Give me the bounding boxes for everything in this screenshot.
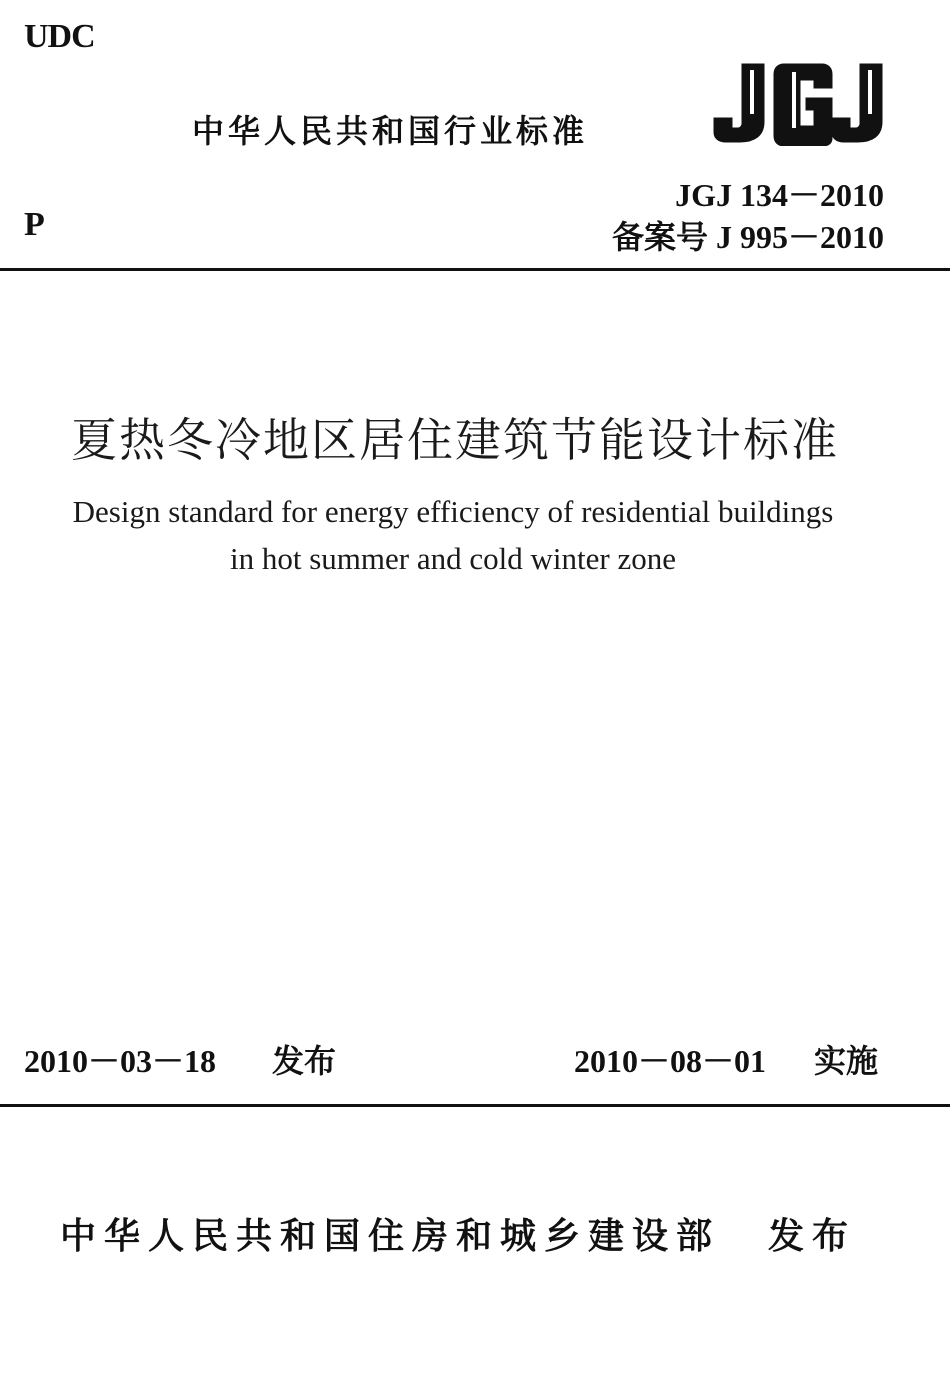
implementation-date: 2010－08－01 xyxy=(574,1043,767,1079)
industry-standard-heading: 中华人民共和国行业标准 xyxy=(192,112,589,150)
implementation-label: 实施 xyxy=(814,1042,879,1080)
issue-label: 发布 xyxy=(272,1042,337,1080)
issue-date: 2010－03－18 xyxy=(24,1043,217,1079)
bottom-divider xyxy=(0,1104,950,1107)
title-english-line2: in hot summer and cold winter zone xyxy=(230,541,676,576)
title-chinese: 夏热冬冷地区居住建筑节能设计标准 xyxy=(71,415,839,466)
top-divider xyxy=(0,268,950,271)
issuer-name: 中华人民共和国住房和城乡建设部 xyxy=(60,1216,721,1257)
record-number: 备案号 J 995－2010 xyxy=(611,219,884,255)
category-mark: P xyxy=(24,206,45,243)
issuer-publish-label: 发布 xyxy=(768,1216,857,1257)
jgj-logo xyxy=(712,60,888,146)
standard-number: JGJ 134－2010 xyxy=(675,177,884,213)
udc-label: UDC xyxy=(24,18,95,55)
title-english-line1: Design standard for energy efficiency of residential buildings xyxy=(72,494,834,529)
